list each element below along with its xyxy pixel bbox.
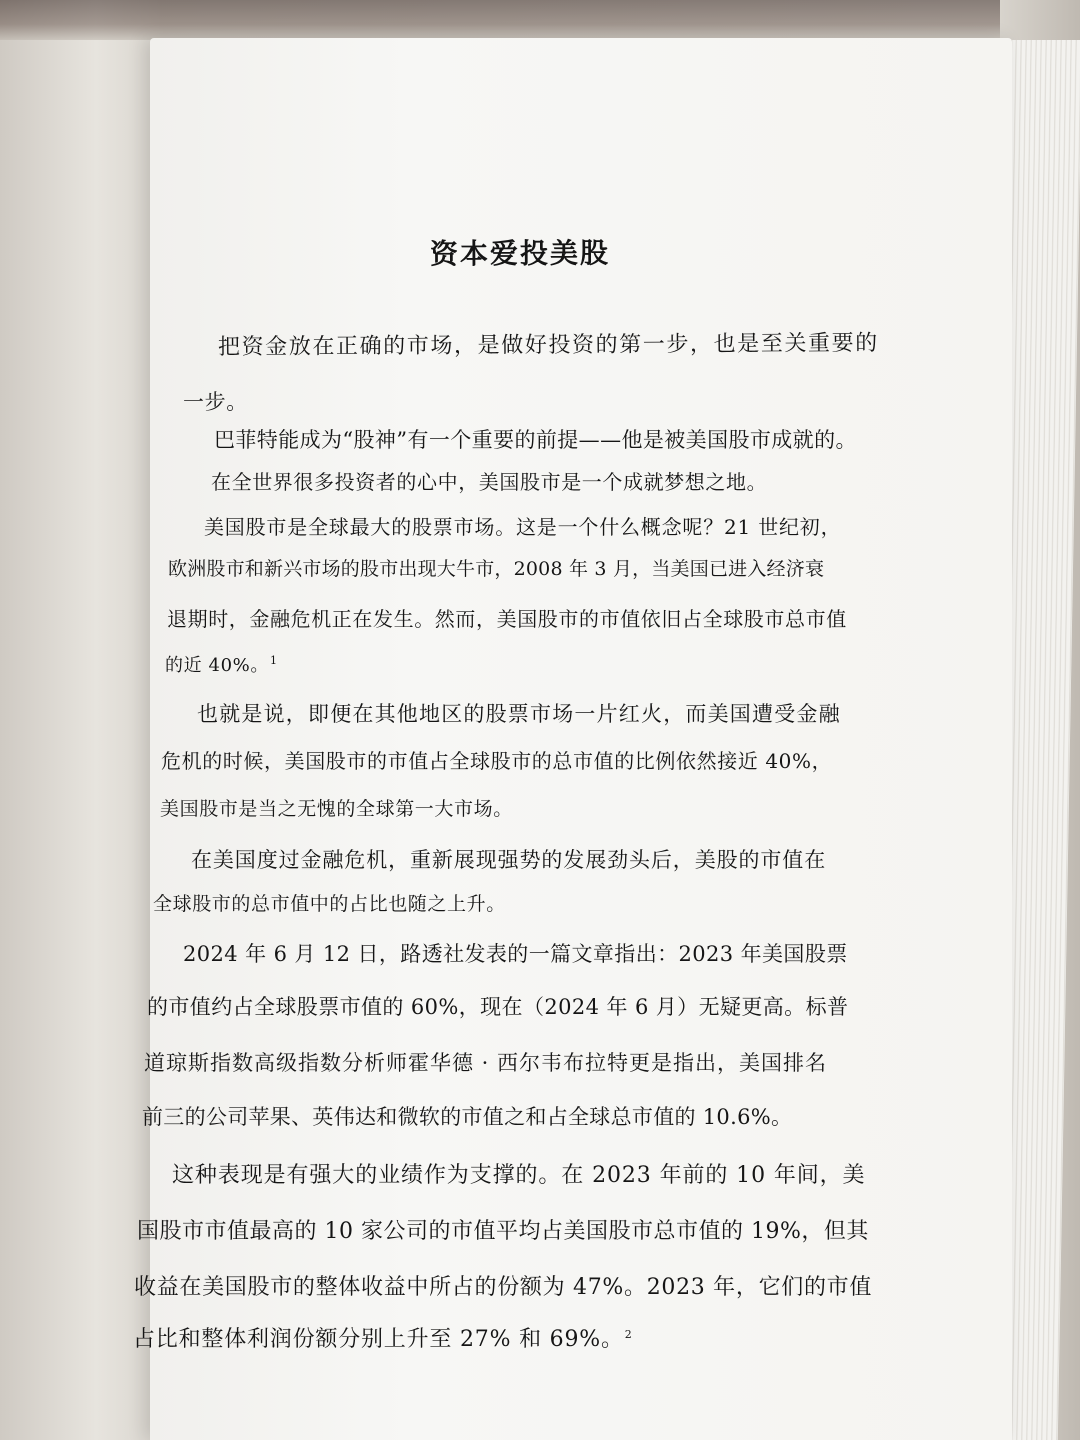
text-line: 全球股市的总市值中的占比也随之上升。 <box>153 893 506 915</box>
footnote-marker: 1 <box>269 654 278 667</box>
text-line: 的近 40%。$^1$ <box>165 654 278 676</box>
text-line: 前三的公司苹果、英伟达和微软的市值之和占全球总市值的 10.6%。 <box>142 1105 793 1129</box>
text-line: 在全世界很多投资者的心中，美国股市是一个成就梦想之地。 <box>211 470 768 494</box>
text-line: 道琼斯指数高级指数分析师霍华德 · 西尔韦布拉特更是指出，美国排名 <box>144 1051 828 1075</box>
text-line: 收益在美国股市的整体收益中所占的份额为 47%。2023 年，它们的市值 <box>134 1275 873 1300</box>
text-line: 也就是说，即便在其他地区的股票市场一片红火，而美国遭受金融 <box>197 702 841 726</box>
text-line: 把资金放在正确的市场，是做好投资的第一步，也是至关重要的 <box>217 330 879 361</box>
text-line: 在美国度过金融危机，重新展现强势的发展劲头后，美股的市值在 <box>191 848 827 872</box>
text-line: 欧洲股市和新兴市场的股市出现大牛市，2008 年 3 月，当美国已进入经济衰 <box>168 558 825 580</box>
text-line: 巴菲特能成为“股神”有一个重要的前提——他是被美国股市成就的。 <box>214 428 857 452</box>
text-line: 国股市市值最高的 10 家公司的市值平均占美国股市总市值的 19%，但其 <box>137 1219 869 1244</box>
text-line: 退期时，金融危机正在发生。然而，美国股市的市值依旧占全球股市总市值 <box>167 607 847 631</box>
text-line: 的市值约占全球股票市值的 60%，现在（2024 年 6 月）无疑更高。标普 <box>147 995 849 1019</box>
text-line: 2024 年 6 月 12 日，路透社发表的一篇文章指出：2023 年美国股票 <box>183 942 848 966</box>
text-line: 美国股市是当之无愧的全球第一大市场。 <box>160 798 513 820</box>
chapter-title: 资本爱投美股 <box>429 236 611 271</box>
footnote-marker: 2 <box>624 1327 633 1341</box>
text-line: 占比和整体利润份额分别上升至 27% 和 69%。$^2$ <box>133 1327 633 1352</box>
text-line: 美国股市是全球最大的股票市场。这是一个什么概念呢？21 世纪初， <box>204 515 842 539</box>
text-line: 一步。 <box>183 390 248 414</box>
text-line: 这种表现是有强大的业绩作为支撑的。在 2023 年前的 10 年间，美 <box>172 1163 866 1188</box>
text-line: 危机的时候，美国股市的市值占全球股市的总市值的比例依然接近 40%， <box>161 749 833 773</box>
